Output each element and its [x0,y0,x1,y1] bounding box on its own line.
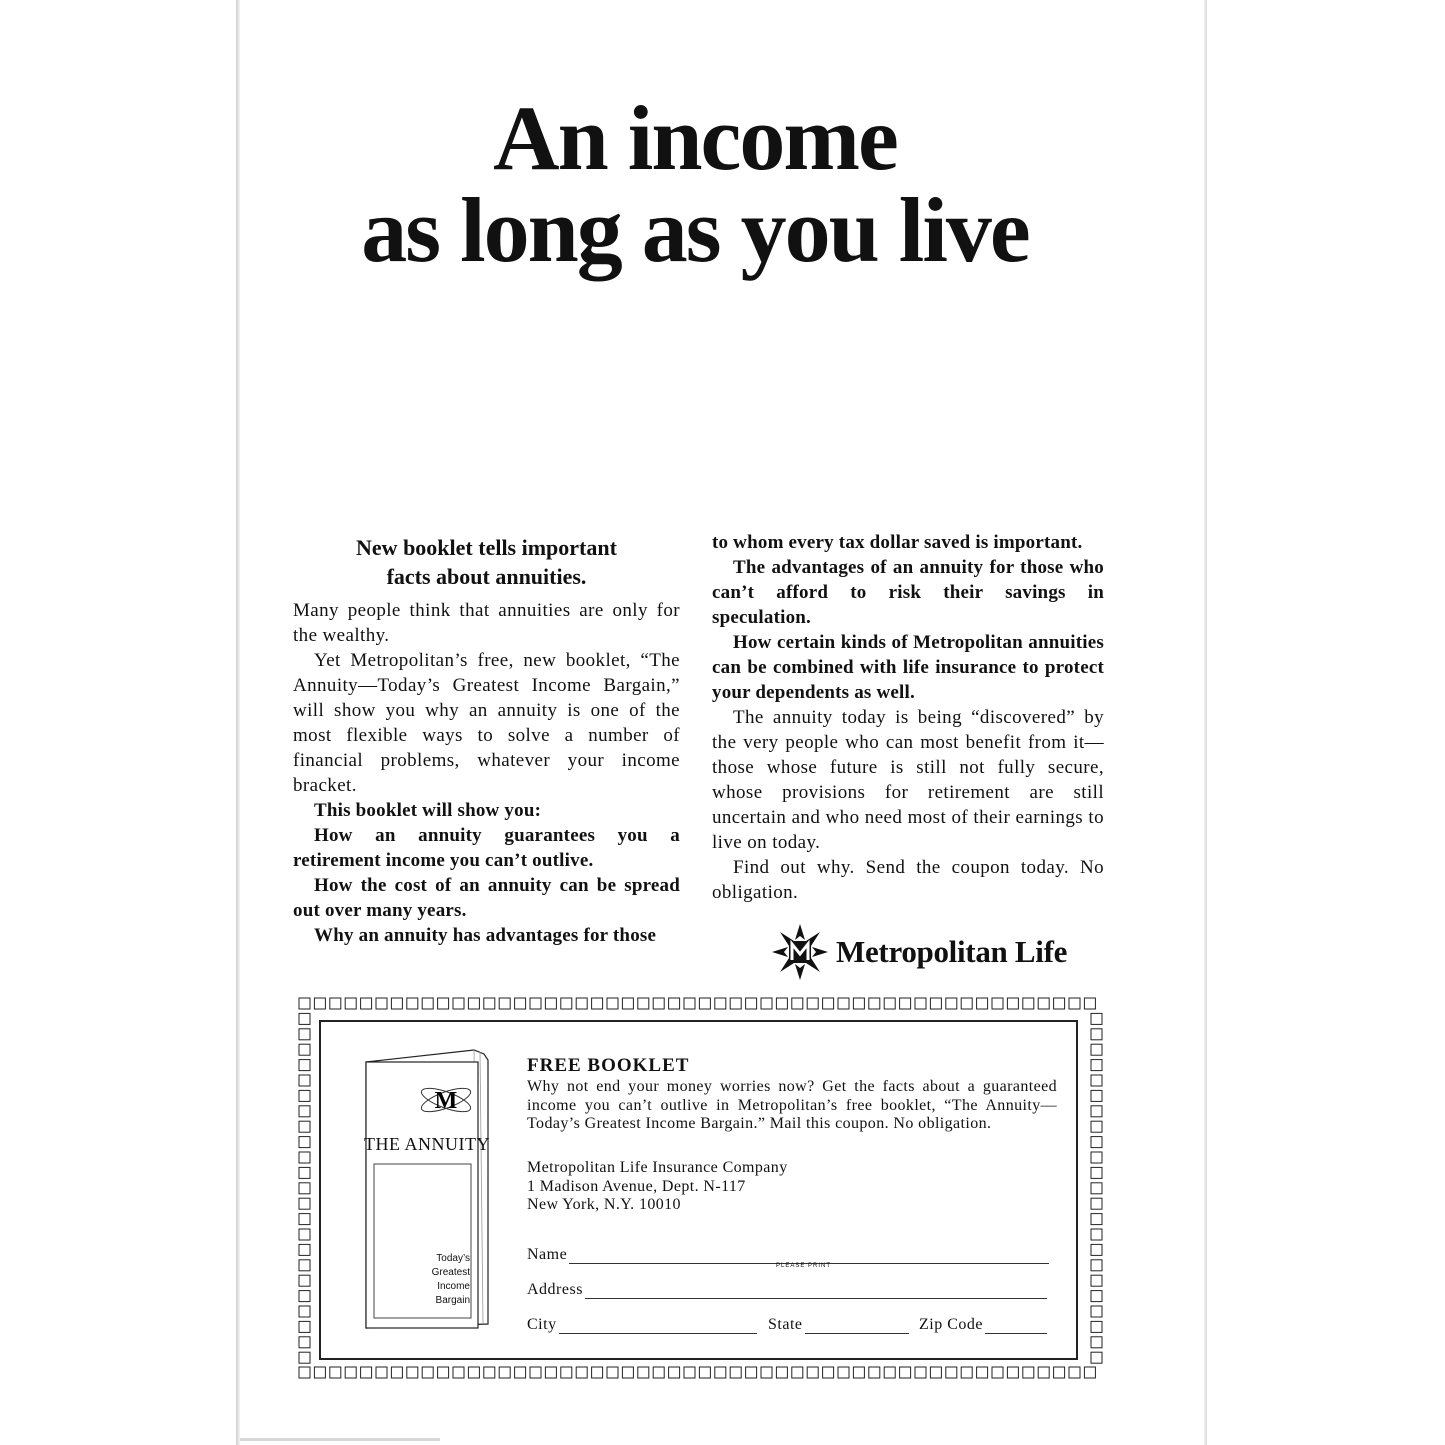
border-square [1091,1029,1102,1040]
border-square [776,1367,787,1378]
border-square [638,998,649,1009]
subhead-line-2: facts about annuities. [386,564,587,589]
border-square [499,1367,510,1378]
border-square [884,998,895,1009]
border-square [915,998,926,1009]
border-square [622,1367,633,1378]
border-square [561,1367,572,1378]
border-square [299,1275,310,1286]
bold-paragraph: This booklet will show you: [314,800,542,821]
border-square [299,1044,310,1055]
border-square [653,1367,664,1378]
border-square [653,998,664,1009]
border-square [1091,1167,1102,1178]
border-square [361,998,372,1009]
border-square [730,998,741,1009]
headline-line-1: An income [493,87,897,189]
border-square [299,1337,310,1348]
zip-field[interactable] [919,1316,1047,1334]
metropolitan-star-logo-icon [770,922,830,982]
state-field[interactable] [768,1316,909,1334]
right-column [712,530,1104,905]
border-square [1091,1044,1102,1055]
border-square [1054,1367,1065,1378]
border-square [669,998,680,1009]
border-square [746,1367,757,1378]
border-square [1007,998,1018,1009]
border-square [915,1367,926,1378]
border-square [1091,1060,1102,1071]
border-square [607,1367,618,1378]
booklet-subtitle [380,1252,470,1308]
border-square [299,1229,310,1240]
border-square [992,1367,1003,1378]
address-label: Address [527,1281,583,1298]
border-square [1084,998,1095,1009]
border-square [961,998,972,1009]
border-square [299,1137,310,1148]
body-paragraph: Yet Metropolitan’s free, new booklet, “The Annuity—Today’s Greatest Income Bargain,” will show you why an annuity is one of the most flexible ways to solve a number of financial problems, whatever your income bracket. [293,650,680,796]
border-square [299,1152,310,1163]
border-square [453,998,464,1009]
border-square [1091,1013,1102,1024]
border-square [1054,998,1065,1009]
border-square [299,1060,310,1071]
border-square [1091,1352,1102,1363]
border-square [992,998,1003,1009]
border-square [576,998,587,1009]
border-square [946,1367,957,1378]
state-line[interactable] [805,1319,909,1334]
border-square [853,998,864,1009]
border-square [1091,1275,1102,1286]
bold-paragraph: Why an annuity has advantages for those [314,925,657,946]
border-square [530,998,541,1009]
subhead [293,533,680,591]
border-square [376,998,387,1009]
border-square [1091,1306,1102,1317]
border-square [823,998,834,1009]
border-square [977,1367,988,1378]
booklet-subtitle-line: Greatest [431,1267,470,1278]
border-square [684,1367,695,1378]
border-square [1084,1367,1095,1378]
border-square [299,1106,310,1117]
border-square [900,1367,911,1378]
border-square [299,1306,310,1317]
border-square [900,998,911,1009]
border-square [607,998,618,1009]
border-square [1091,1075,1102,1086]
border-square [299,1013,310,1024]
border-square [515,998,526,1009]
border-square [407,998,418,1009]
border-square [869,1367,880,1378]
border-square [299,1321,310,1332]
border-square [299,1291,310,1302]
border-square [592,1367,603,1378]
border-square [1091,1106,1102,1117]
border-square [299,1075,310,1086]
border-square [576,1367,587,1378]
border-square [838,998,849,1009]
name-line[interactable] [569,1249,1049,1264]
border-square [930,1367,941,1378]
border-square [1023,1367,1034,1378]
metropolitan-life-logo [770,922,1067,982]
border-square [530,1367,541,1378]
border-square [669,1367,680,1378]
border-square [422,1367,433,1378]
border-square [1038,998,1049,1009]
bold-paragraph: How certain kinds of Metropolitan annuities can be combined with life insurance to protect your dependents as well. [712,632,1104,703]
border-square [1091,1198,1102,1209]
border-square [438,1367,449,1378]
border-square [746,998,757,1009]
border-square [1007,1367,1018,1378]
left-column [293,533,680,948]
border-square [330,1367,341,1378]
border-square [299,1352,310,1363]
border-square [314,998,325,1009]
city-line[interactable] [559,1319,757,1334]
border-square [299,1090,310,1101]
border-square [884,1367,895,1378]
border-square [792,998,803,1009]
border-square [730,1367,741,1378]
booklet-subtitle-line: Income [437,1281,470,1292]
border-square [946,998,957,1009]
border-square [391,1367,402,1378]
address-line: 1 Madison Avenue, Dept. N-117 [527,1177,746,1195]
border-square [622,998,633,1009]
border-square [1091,1244,1102,1255]
border-square [299,1367,310,1378]
border-square [1091,1183,1102,1194]
border-square [484,1367,495,1378]
subhead-line-1: New booklet tells important [356,535,617,560]
headline [250,87,1140,281]
city-field[interactable] [527,1316,757,1334]
border-square [699,998,710,1009]
page-edge-shadow-right [1204,0,1207,1445]
border-square [376,1367,387,1378]
border-square [1069,1367,1080,1378]
border-square [299,1183,310,1194]
zip-line[interactable] [985,1319,1047,1334]
coupon-body: Why not end your money worries now? Get the facts about a guaranteed income you can’t outlive in Metropolitan’s free booklet, “The Annuity—Today’s Greatest Income Bargain.” Mail this coupon. No obligation. [527,1078,1057,1132]
booklet-title: THE ANNUITY [364,1134,490,1154]
bold-paragraph: How an annuity guarantees you a retirement income you can’t outlive. [293,825,680,871]
border-square [314,1367,325,1378]
border-square [761,1367,772,1378]
border-square [1069,998,1080,1009]
border-square [545,998,556,1009]
border-square [853,1367,864,1378]
border-square [299,1198,310,1209]
border-square [699,1367,710,1378]
border-square [1091,1152,1102,1163]
border-square [545,1367,556,1378]
state-label: State [768,1316,803,1333]
logo-text: Metropolitan Life [836,934,1068,969]
border-square [345,998,356,1009]
border-square [299,1029,310,1040]
border-square [453,1367,464,1378]
border-square [715,998,726,1009]
border-square [299,1244,310,1255]
border-square [930,998,941,1009]
border-square [792,1367,803,1378]
border-square [391,998,402,1009]
address-line-blank[interactable] [585,1284,1047,1299]
name-label: Name [527,1246,568,1263]
border-square [561,998,572,1009]
border-square [638,1367,649,1378]
border-square [715,1367,726,1378]
border-square [869,998,880,1009]
border-square [776,998,787,1009]
border-square [823,1367,834,1378]
border-square [515,1367,526,1378]
border-square [345,1367,356,1378]
page-bottom-edge [240,1438,440,1441]
mailing-address [527,1159,788,1215]
border-square [438,998,449,1009]
border-square [592,998,603,1009]
border-square [422,998,433,1009]
zip-label: Zip Code [919,1316,983,1333]
border-square [1091,1229,1102,1240]
body-paragraph: Find out why. Send the coupon today. No obligation. [712,857,1104,903]
border-square [1091,1260,1102,1271]
address-line: New York, N.Y. 10010 [527,1196,681,1213]
booklet-monogram: M [434,1088,458,1114]
headline-line-2: as long as you live [361,179,1029,281]
border-square [484,998,495,1009]
border-square [1038,1367,1049,1378]
body-paragraph: Many people think that annuities are only for the wealthy. [293,600,680,646]
border-square [1023,998,1034,1009]
coupon-title: FREE BOOKLET [527,1055,690,1076]
address-line: Metropolitan Life Insurance Company [527,1159,788,1176]
border-square [299,998,310,1009]
border-square [977,998,988,1009]
border-square [838,1367,849,1378]
address-field[interactable] [527,1281,1047,1299]
border-square [299,1167,310,1178]
border-square [407,1367,418,1378]
border-square [1091,1137,1102,1148]
booklet-subtitle-line: Today’s [436,1253,470,1264]
border-square [330,998,341,1009]
border-square [1091,1090,1102,1101]
border-square [499,998,510,1009]
border-square [1091,1337,1102,1348]
border-square [1091,1214,1102,1225]
booklet-subtitle-line: Bargain [435,1295,470,1306]
border-square [1091,1291,1102,1302]
border-square [468,1367,479,1378]
bold-paragraph: The advantages of an annuity for those who can’t afford to risk their savings in speculation. [712,557,1104,628]
bold-paragraph: to whom every tax dollar saved is important. [712,532,1083,553]
border-square [468,998,479,1009]
page-edge-shadow [236,0,240,1445]
border-square [807,1367,818,1378]
border-square [361,1367,372,1378]
border-square [684,998,695,1009]
border-square [807,998,818,1009]
border-square [1091,1121,1102,1132]
border-square [961,1367,972,1378]
city-label: City [527,1316,557,1333]
please-print-note: PLEASE PRINT [776,1263,832,1269]
border-square [299,1260,310,1271]
border-square [1091,1321,1102,1332]
border-square [299,1214,310,1225]
border-square [299,1121,310,1132]
border-square [761,998,772,1009]
bold-paragraph: How the cost of an annuity can be spread out over many years. [293,875,680,921]
body-paragraph: The annuity today is being “discovered” by the very people who can most benefit from it—those whose future is still not fully secure, whose provisions for retirement are still uncertain and who need most of their earnings to live on today. [712,707,1104,853]
name-field[interactable] [527,1246,1049,1264]
